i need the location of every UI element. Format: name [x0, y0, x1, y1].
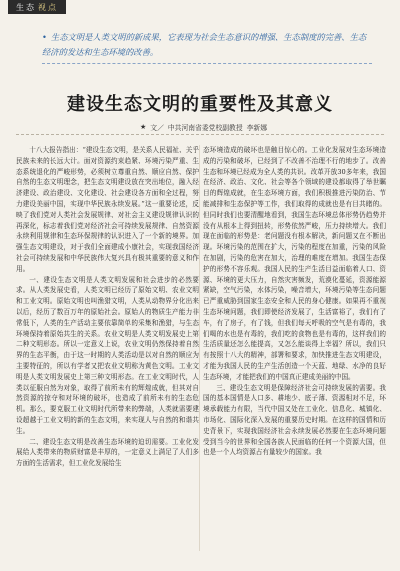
column-tag: [8, 0, 66, 14]
header-rule: [16, 134, 384, 135]
paragraph: 一、建设生态文明是人类文明发展和社会进步的必然要求。从人类发展史看，人类文明已经历了原始文明、农业文明和工业文明。原始文明也叫渔猎文明，人类从动物界分化出来以后，经历了数百万年的原始社会。原始人的物质生产能力非常低下，人类的生产活动主要依靠简单的采集和渔猎，与生态环境保持着原始共生的关系。农业文明是人类文明发展史上第二种文明形态。所以一定意义上说，农业文明仍然保持着自然界的生态平衡，由于这一时期的人类活动是以对自然的顺应为主要特征的，所以有学者又把农业文明称为黄色文明。工业文明是人类文明发展史上第三种文明形态。在工业文明时代，人类以征服自然为对象，取得了前所未有的辉煌成就，但其对自然资源的掠夺和对环境的破坏，也造成了前所未有的生态危机。那么，要克服工业文明时代所带来的弊端，人类就需要建设超越于工业文明的新的生态文明，来实现人与自然的和谐共生。: [16, 275, 199, 435]
right-column: [203, 145, 386, 458]
paragraph: 态环境造成的破坏也是触目惊心的。工业化发展对生态环境造成的污染和破坏，已经到了不改善不治理不行的地步了。改善生态和环境已经成为全人类的共识。改革开放30多年来，我国在经济、政治、文化、社会等各个领域的建设都取得了举世瞩目的辉煌成就，在生态环境方面，我们积极推进污染防治、节能减排和生态保护等工作，我们取得的成就也是有目共睹的。但同时我们也要清醒地看到，我国生态环境总体形势仍趋势并没有从根本上得到扭转，形势依然严峻，压力持续增大。我们现在面临的形势是：老问题没有根本解决，新问题又在不断出现。环境污染的范围在扩大，污染的程度在加重，污染的风险在加剧，污染的危害在加大，治理的难度在增加。我国生态保护的形势不容乐观。我国人民的生产生活目益面临着人口、资源、环境的更大压力，自然灾害频发，荒漠化蔓延，资源能源紧缺，空气污染，水体污染，噪音增大，环境污染等生态问题已严重威胁到国家生态安全和人民的身心健康。如果再不重视生态环境问题，我们即使经济发展了，生活富裕了，我们有了车，有了房子，有了钱，但我们每天呼吸的空气是有毒的，我们喝的水也是有毒的，我们吃的食物也是有毒的，这样我们的生活质量还怎么能提高，又怎么能谈得上幸福？所以，我们只有按照十八大的精神，部署和要求，加快推进生态文明建设，才能为我国人民的生产生活创造一个天蓝、地绿、水净的良好生态环境，才能把我们的中国真正建成美丽的中国。: [203, 146, 386, 381]
byline: [140, 122, 267, 132]
column-tag-accent: 视点: [38, 2, 58, 12]
author-name: 李新娜: [246, 124, 268, 132]
byline-prefix: 文／: [150, 124, 164, 132]
article-title: 建设生态文明的重要性及其意义: [67, 94, 333, 115]
article-abstract: [42, 30, 372, 64]
author-affiliation: 中共河南省委党校副教授: [167, 124, 243, 132]
column-divider: [199, 145, 200, 551]
bullet-icon: •: [42, 32, 47, 42]
paragraph: 十八大报告指出：“建设生态文明，是关系人民福祉、关乎民族未来的长远大计。面对资源约束趋紧、环境污染严重、生态系统退化的严峻形势，必须树立尊重自然、顺应自然、保护自然的生态文明理念，把生态文明建设放在突出地位，融入经济建设、政治建设、文化建设、社会建设各方面和全过程，努力建设美丽中国，实现中华民族永续发展。”这一重要论述，反映了我们党对人类社会发展规律、对社会主义建设规律认识的再深化，标志着我们党对经济社会可持续发展规律、自然资源永续利用规律和生态环保规律的认识进入了一个新的境界。加强生态文明建设，对于我们全面建成小康社会，实现我国经济社会可持续发展和中华民族伟大复兴具有极其重要的意义和作用。: [16, 146, 199, 273]
abstract-text: 生态文明是人类文明的新成果，它表现为社会生态意识的增强、生态制度的完善、生态经济的发达和生态环境的改善。: [42, 32, 367, 57]
paragraph: 二、建设生态文明是改善生态环境的迫切需要。工业化发展给人类带来的物质财富是丰厚的，一定意义上满足了人们多方面的生活需求，但工业化发展给生: [16, 437, 199, 468]
left-column: [16, 145, 199, 469]
column-tag-label: 生态: [16, 2, 36, 12]
paragraph: 三、建设生态文明是保障经济社会可持续发展的需要。我国的基本国情是人口多、耕地少、底子薄、资源相对不足，环境承载能力有限，当代中国又处在工业化、信息化、城镇化、市场化、国际化深入发展的重要历史时期。在这样的国情和历史背景下，实现我国经济社会永续发展必然要在生态环境问题受到当今的世界和全国各族人民面临的任何一个资源大国，但也是一个人均资源占有量较少的国家。我: [203, 383, 386, 457]
star-icon: ★: [140, 123, 147, 131]
